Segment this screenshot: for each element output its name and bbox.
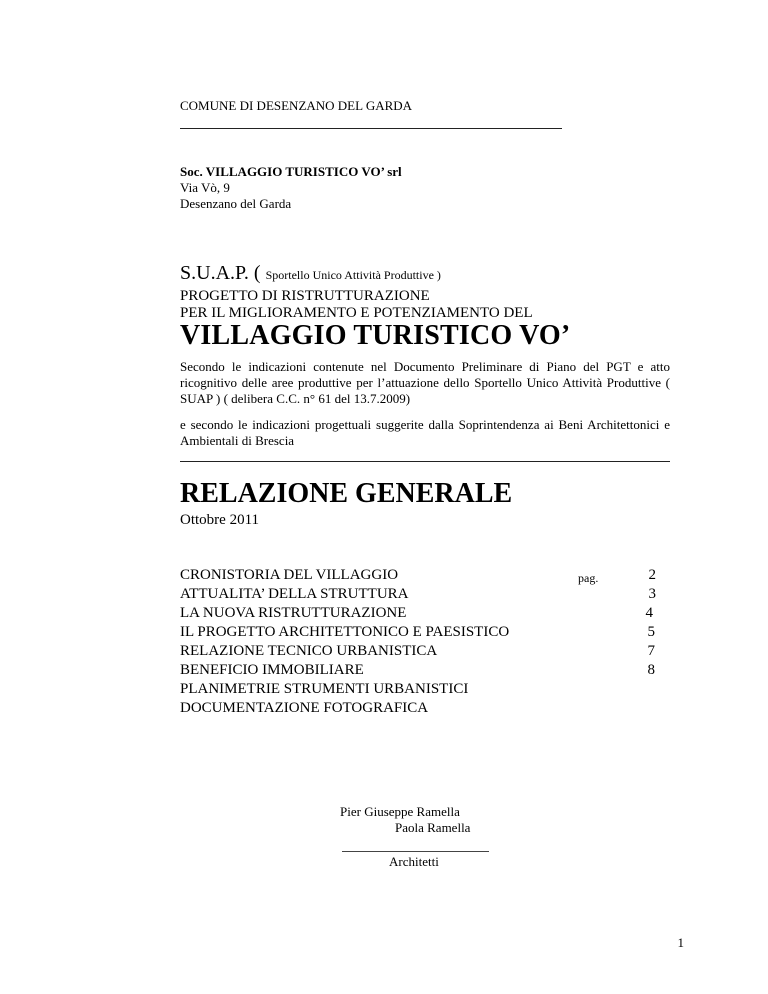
toc-item-label: LA NUOVA RISTRUTTURAZIONE (180, 605, 407, 621)
toc-item-label: ATTUALITA’ DELLA STRUTTURA (180, 586, 409, 602)
toc-item-label: DOCUMENTAZIONE FOTOGRAFICA (180, 700, 429, 716)
suap-expansion: Sportello Unico Attività Produttive ) (265, 268, 441, 282)
toc-item-label: CRONISTORIA DEL VILLAGGIO (180, 567, 399, 583)
toc-item-page: 8 (647, 662, 655, 678)
signature-name-2: Paola Ramella (395, 820, 471, 835)
company-name: Soc. VILLAGGIO TURISTICO VO’ srl (180, 164, 402, 179)
project-line-1: PROGETTO DI RISTRUTTURAZIONE (180, 288, 430, 304)
toc-item-label: RELAZIONE TECNICO URBANISTICA (180, 643, 438, 659)
report-title: RELAZIONE GENERALE (180, 478, 513, 509)
description-paragraph-2: e secondo le indicazioni progettuali suggerite dalla Soprintendenza ai Beni Architettonici e Ambientali di Brescia (180, 417, 670, 448)
page-number: 1 (677, 935, 684, 950)
company-city: Desenzano del Garda (180, 196, 292, 211)
toc-item-page: 3 (648, 586, 656, 602)
toc-item-page: 7 (647, 643, 655, 659)
project-line-2: PER IL MIGLIORAMENTO E POTENZIAMENTO DEL (180, 305, 533, 321)
signature-name-1: Pier Giuseppe Ramella (340, 804, 460, 819)
municipality-header: COMUNE DI DESENZANO DEL GARDA (180, 98, 413, 113)
company-address: Via Vò, 9 (180, 180, 230, 195)
toc-item-page: 4 (645, 605, 653, 621)
toc-item-label: PLANIMETRIE STRUMENTI URBANISTICI (180, 681, 469, 697)
toc-item-page: 2 (648, 567, 656, 583)
report-date: Ottobre 2011 (180, 512, 260, 528)
description-paragraph-1: Secondo le indicazioni contenute nel Documento Preliminare di Piano del PGT e atto ricognitivo delle aree produttive per l’attuazione dello Sportello Unico Attività Produttive ( SUAP ) ( delibera C.C. n° 61 del 13.7.2009) (180, 359, 670, 406)
signature-role: Architetti (389, 854, 439, 869)
suap-heading (180, 262, 441, 285)
section-divider (180, 461, 670, 462)
suap-abbr: S.U.A.P. ( (180, 262, 266, 284)
toc-pag-label: pag. (578, 571, 599, 585)
village-title: VILLAGGIO TURISTICO VO’ (180, 320, 571, 351)
header-divider (180, 128, 562, 129)
toc-item-label: BENEFICIO IMMOBILIARE (180, 662, 364, 678)
signature-line (342, 851, 489, 852)
toc-item-label: IL PROGETTO ARCHITETTONICO E PAESISTICO (180, 624, 510, 640)
toc-item-page: 5 (647, 624, 655, 640)
